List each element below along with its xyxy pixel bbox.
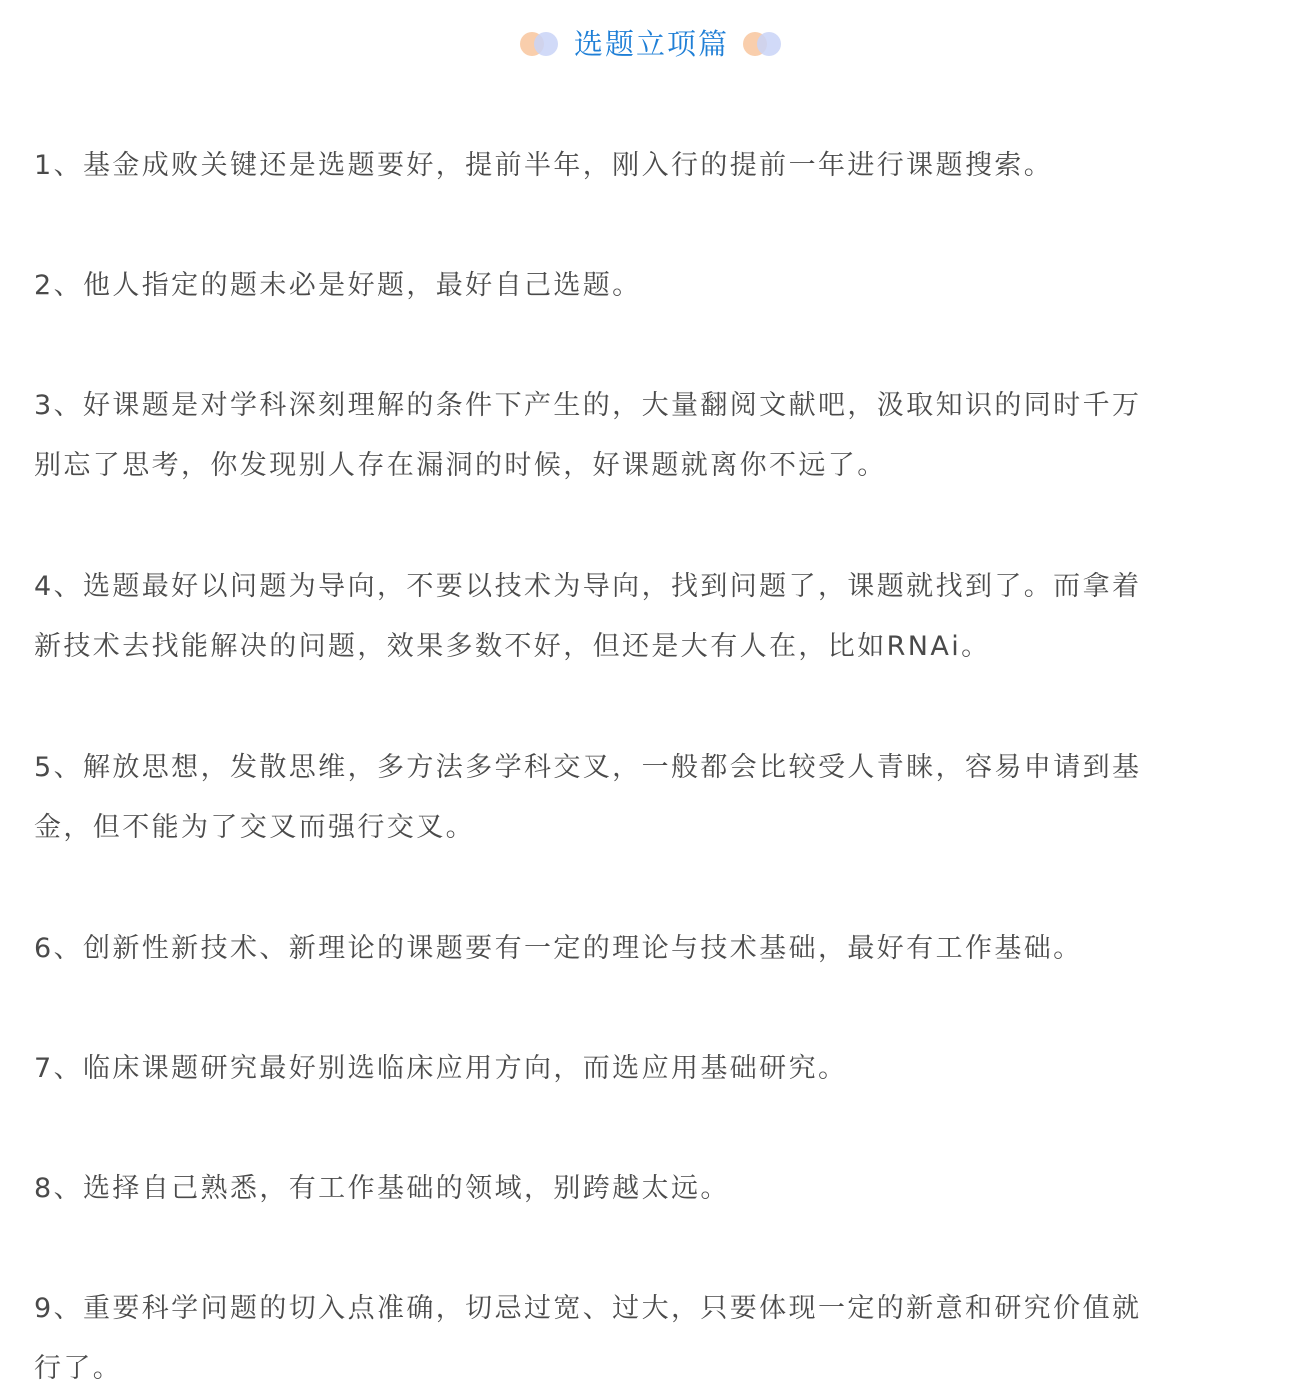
list-item-line: 6、创新性新技术、新理论的课题要有一定的理论与技术基础，最好有工作基础。 (34, 933, 1083, 964)
list-item (34, 1159, 1264, 1219)
decorative-dots-right-icon (743, 31, 783, 57)
list-item (34, 1039, 1264, 1099)
list-item-line: 别忘了思考，你发现别人存在漏洞的时候，好课题就离你不远了。 (34, 450, 887, 481)
list-item-line: 7、临床课题研究最好别选临床应用方向，而选应用基础研究。 (34, 1053, 848, 1084)
list-item-line: 1、基金成败关键还是选题要好，提前半年，刚入行的提前一年进行课题搜索。 (34, 150, 1054, 181)
section-header (0, 24, 1303, 64)
list-item (34, 919, 1264, 979)
decorative-dots-left-icon (520, 31, 560, 57)
list-item-line: 金，但不能为了交叉而强行交叉。 (34, 812, 475, 843)
list-item (34, 557, 1264, 677)
section-title: 选题立项篇 (573, 27, 729, 61)
list-item-line: 8、选择自己熟悉，有工作基础的领域，别跨越太远。 (34, 1173, 730, 1204)
list-item (34, 376, 1264, 496)
list-item (34, 738, 1264, 858)
list-item-line: 2、他人指定的题未必是好题，最好自己选题。 (34, 270, 642, 301)
lavender-dot-icon (534, 32, 558, 56)
list-item-line: 新技术去找能解决的问题，效果多数不好，但还是大有人在，比如RNAi。 (34, 631, 991, 662)
list-item (34, 136, 1264, 196)
list-item-line: 4、选题最好以问题为导向，不要以技术为导向，找到问题了，课题就找到了。而拿着 (34, 571, 1142, 602)
list-item-line: 9、重要科学问题的切入点准确，切忌过宽、过大，只要体现一定的新意和研究价值就 (34, 1293, 1142, 1324)
list-item-line: 5、解放思想，发散思维，多方法多学科交叉，一般都会比较受人青睐，容易申请到基 (34, 752, 1142, 783)
list-item (34, 1279, 1264, 1399)
lavender-dot-icon (757, 32, 781, 56)
list-item (34, 256, 1264, 316)
list-item-line: 3、好课题是对学科深刻理解的条件下产生的，大量翻阅文献吧，汲取知识的同时千万 (34, 390, 1142, 421)
list-item-line: 行了。 (34, 1353, 123, 1384)
